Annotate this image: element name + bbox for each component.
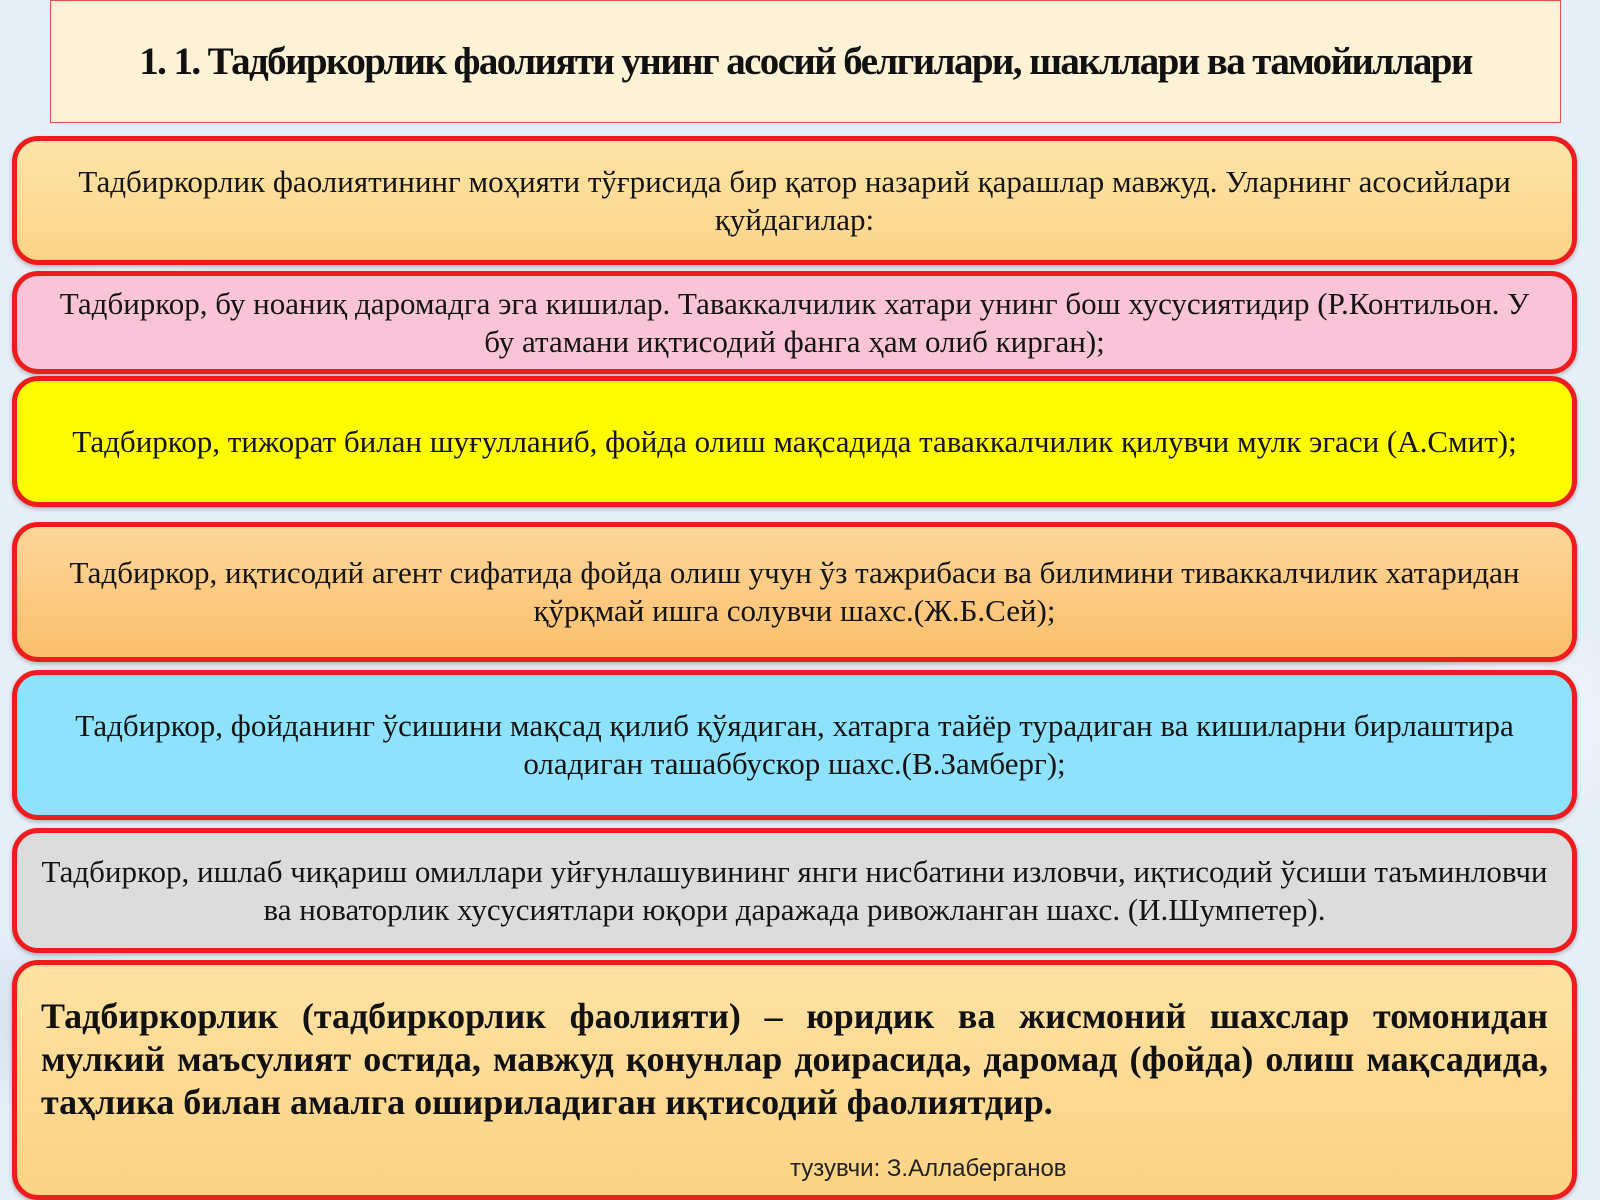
definition-box-cantillon	[12, 271, 1577, 374]
slide-title-box	[50, 0, 1561, 123]
definition-box-say	[12, 522, 1577, 662]
summary-definition-text: Тадбиркорлик (тадбиркорлик фаолияти) – юридик ва жисмоний шахслар томонидан мулкий маъсулият остида, мавжуд қонунлар доирасида, даромад (фойда) олиш мақсадида, таҳлика билан амалга ошириладиган иқтисодий фаолиятдир.	[41, 996, 1548, 1122]
definition-text: Тадбиркор, тижорат билан шуғулланиб, фойда олиш мақсадида таваккалчилик қилувчи мулк эгаси (А.Смит);	[72, 423, 1517, 459]
definition-box-schumpeter	[12, 828, 1577, 953]
definition-text: Тадбиркор, иқтисодий агент сифатида фойда олиш учун ўз тажрибаси ва билимини тиваккалчилик хатаридан қўрқмай ишга солувчи шахс.(Ж.Б.Сей);	[69, 555, 1520, 628]
definition-text: Тадбиркор, бу ноаниқ даромадга эга кишилар. Таваккалчилик хатари унинг бош хусусиятидир (Р.Контильон. У бу атамани иқтисодий фанга ҳам олиб кирган);	[59, 285, 1530, 359]
intro-box	[12, 136, 1577, 265]
slide-title: 1. 1. Тадбиркорлик фаолияти унинг асосий белгилари, шакллари ва тамойиллари	[139, 40, 1472, 83]
definition-box-smith	[12, 376, 1577, 507]
definition-text: Тадбиркор, фойданинг ўсишини мақсад қилиб қўядиган, хатарга тайёр турадиган ва кишиларни бирлаштира оладиган ташаббускор шахс.(В.Замберг);	[75, 708, 1514, 781]
intro-text: Тадбиркорлик фаолиятининг моҳияти тўғрисида бир қатор назарий қарашлар мавжуд. Уларнинг асосийлари қуйдагилар:	[78, 163, 1511, 237]
author-credit: тузувчи: З.Аллаберганов	[790, 1155, 1067, 1182]
definition-box-zamberg	[12, 670, 1577, 820]
definition-text: Тадбиркор, ишлаб чиқариш омиллари уйғунлашувининг янги нисбатини изловчи, иқтисодий ўсиши таъминловчи ва новаторлик хусусиятлари юқори даражада ривожланган шахс. (И.Шумпетер).	[41, 853, 1548, 927]
